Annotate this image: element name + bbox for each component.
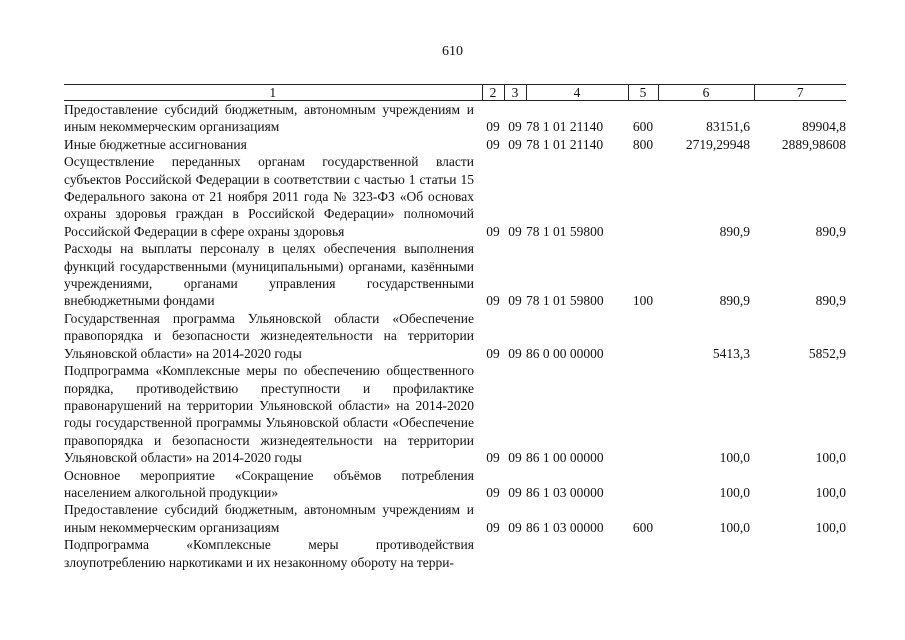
row-description: Предоставление субсидий бюджетным, автономным учреждениям и иным некоммерческим организациям <box>64 502 474 535</box>
row-section: 09 <box>486 293 500 309</box>
row-target-article: 86 1 00 00000 <box>526 450 604 466</box>
row-expense-type: 600 <box>632 119 654 135</box>
header-col-4: 4 <box>526 85 628 101</box>
row-amount-1: 890,9 <box>719 293 750 309</box>
table-row <box>64 536 846 571</box>
header-col-5: 5 <box>628 85 658 101</box>
row-description: Осуществление переданных органам государственной власти субъектов Российской Федерации в соответствии с частью 1 статьи 15 Федерального закона от 21 ноября 2011 года № 323-ФЗ «Об основах охраны здоровья граждан в Российской Федерации» полномочий Российской Федерации в сфере охраны здоровья <box>64 154 474 239</box>
row-section: 09 <box>486 345 500 361</box>
row-expense-type: 800 <box>632 136 654 152</box>
row-amount-2: 890,9 <box>815 293 846 309</box>
row-target-article: 78 1 01 59800 <box>526 293 604 309</box>
row-description: Иные бюджетные ассигнования <box>64 136 247 152</box>
table-row <box>64 101 846 136</box>
row-expense-type <box>628 362 658 466</box>
row-target-article: 86 0 00 00000 <box>526 345 604 361</box>
row-target-article: 78 1 01 21140 <box>526 136 604 152</box>
header-col-3: 3 <box>504 85 526 101</box>
header-col-6: 6 <box>658 85 754 101</box>
row-section: 09 <box>486 484 500 500</box>
row-subsection: 09 <box>508 484 522 500</box>
row-expense-type <box>628 153 658 240</box>
row-subsection: 09 <box>508 136 522 152</box>
row-subsection: 09 <box>508 223 522 239</box>
row-expense-type <box>628 467 658 502</box>
row-subsection: 09 <box>508 450 522 466</box>
row-section <box>482 536 504 571</box>
row-amount-2: 100,0 <box>815 519 846 535</box>
budget-table <box>64 84 846 571</box>
row-amount-2 <box>754 536 846 571</box>
table-row <box>64 362 846 466</box>
row-amount-1: 100,0 <box>719 484 750 500</box>
row-amount-2: 890,9 <box>815 223 846 239</box>
table-row <box>64 136 846 153</box>
header-col-7: 7 <box>754 85 846 101</box>
table-row <box>64 501 846 536</box>
row-target-article: 78 1 01 21140 <box>526 119 604 135</box>
row-description: Подпрограмма «Комплексные меры противодействия злоупотреблению наркотиками и их незаконному обороту на терри- <box>64 537 474 570</box>
header-col-2: 2 <box>482 85 504 101</box>
row-amount-2: 89904,8 <box>802 119 846 135</box>
row-amount-1: 890,9 <box>719 223 750 239</box>
row-target-article: 86 1 03 00000 <box>526 519 604 535</box>
row-description: Расходы на выплаты персоналу в целях обеспечения выполнения функций государственными (муниципальными) органами, казёнными учреждениями, органами управления государственными внебюджетными фондами <box>64 241 474 309</box>
row-description: Предоставление субсидий бюджетным, автономным учреждениям и иным некоммерческим организациям <box>64 102 474 135</box>
row-expense-type <box>628 536 658 571</box>
table-row <box>64 310 846 362</box>
row-amount-2: 100,0 <box>815 484 846 500</box>
row-subsection: 09 <box>508 119 522 135</box>
row-description: Основное мероприятие «Сокращение объёмов потребления населением алкогольной продукции» <box>64 467 474 500</box>
row-amount-1 <box>658 536 754 571</box>
row-subsection <box>504 536 526 571</box>
row-description: Государственная программа Ульяновской области «Обеспечение правопорядка и безопасности жизнедеятельности на территории Ульяновской области» на 2014-2020 годы <box>64 310 474 361</box>
row-target-article: 78 1 01 59800 <box>526 223 604 239</box>
row-section: 09 <box>486 136 500 152</box>
row-amount-2: 2889,98608 <box>781 136 846 152</box>
row-expense-type: 600 <box>632 519 654 535</box>
header-col-1: 1 <box>64 85 482 101</box>
row-subsection: 09 <box>508 345 522 361</box>
row-description: Подпрограмма «Комплексные меры по обеспечению общественного порядка, противодействию преступности и профилактике правонарушений на территории Ульяновской области» на 2014-2020 годы государственной программы Ульяновской области «Обеспечение правопорядка и безопасности жизнедеятельности на территории Ульяновской области» на 2014-2020 годы <box>64 363 474 466</box>
table-header-row <box>64 85 846 101</box>
page-number: 610 <box>442 44 463 59</box>
row-amount-1: 100,0 <box>719 450 750 466</box>
row-section: 09 <box>486 223 500 239</box>
row-amount-1: 5413,3 <box>712 345 750 361</box>
row-target-article <box>526 536 628 571</box>
row-expense-type: 100 <box>632 293 654 309</box>
row-section: 09 <box>486 519 500 535</box>
table-row <box>64 153 846 240</box>
table-row <box>64 467 846 502</box>
row-subsection: 09 <box>508 519 522 535</box>
row-amount-2: 100,0 <box>815 450 846 466</box>
row-amount-1: 100,0 <box>719 519 750 535</box>
row-expense-type <box>628 310 658 362</box>
row-amount-1: 2719,29948 <box>685 136 750 152</box>
row-section: 09 <box>486 119 500 135</box>
row-amount-2: 5852,9 <box>808 345 846 361</box>
table-row <box>64 240 846 310</box>
row-target-article: 86 1 03 00000 <box>526 484 604 500</box>
row-amount-1: 83151,6 <box>706 119 750 135</box>
row-subsection: 09 <box>508 293 522 309</box>
row-section: 09 <box>486 450 500 466</box>
